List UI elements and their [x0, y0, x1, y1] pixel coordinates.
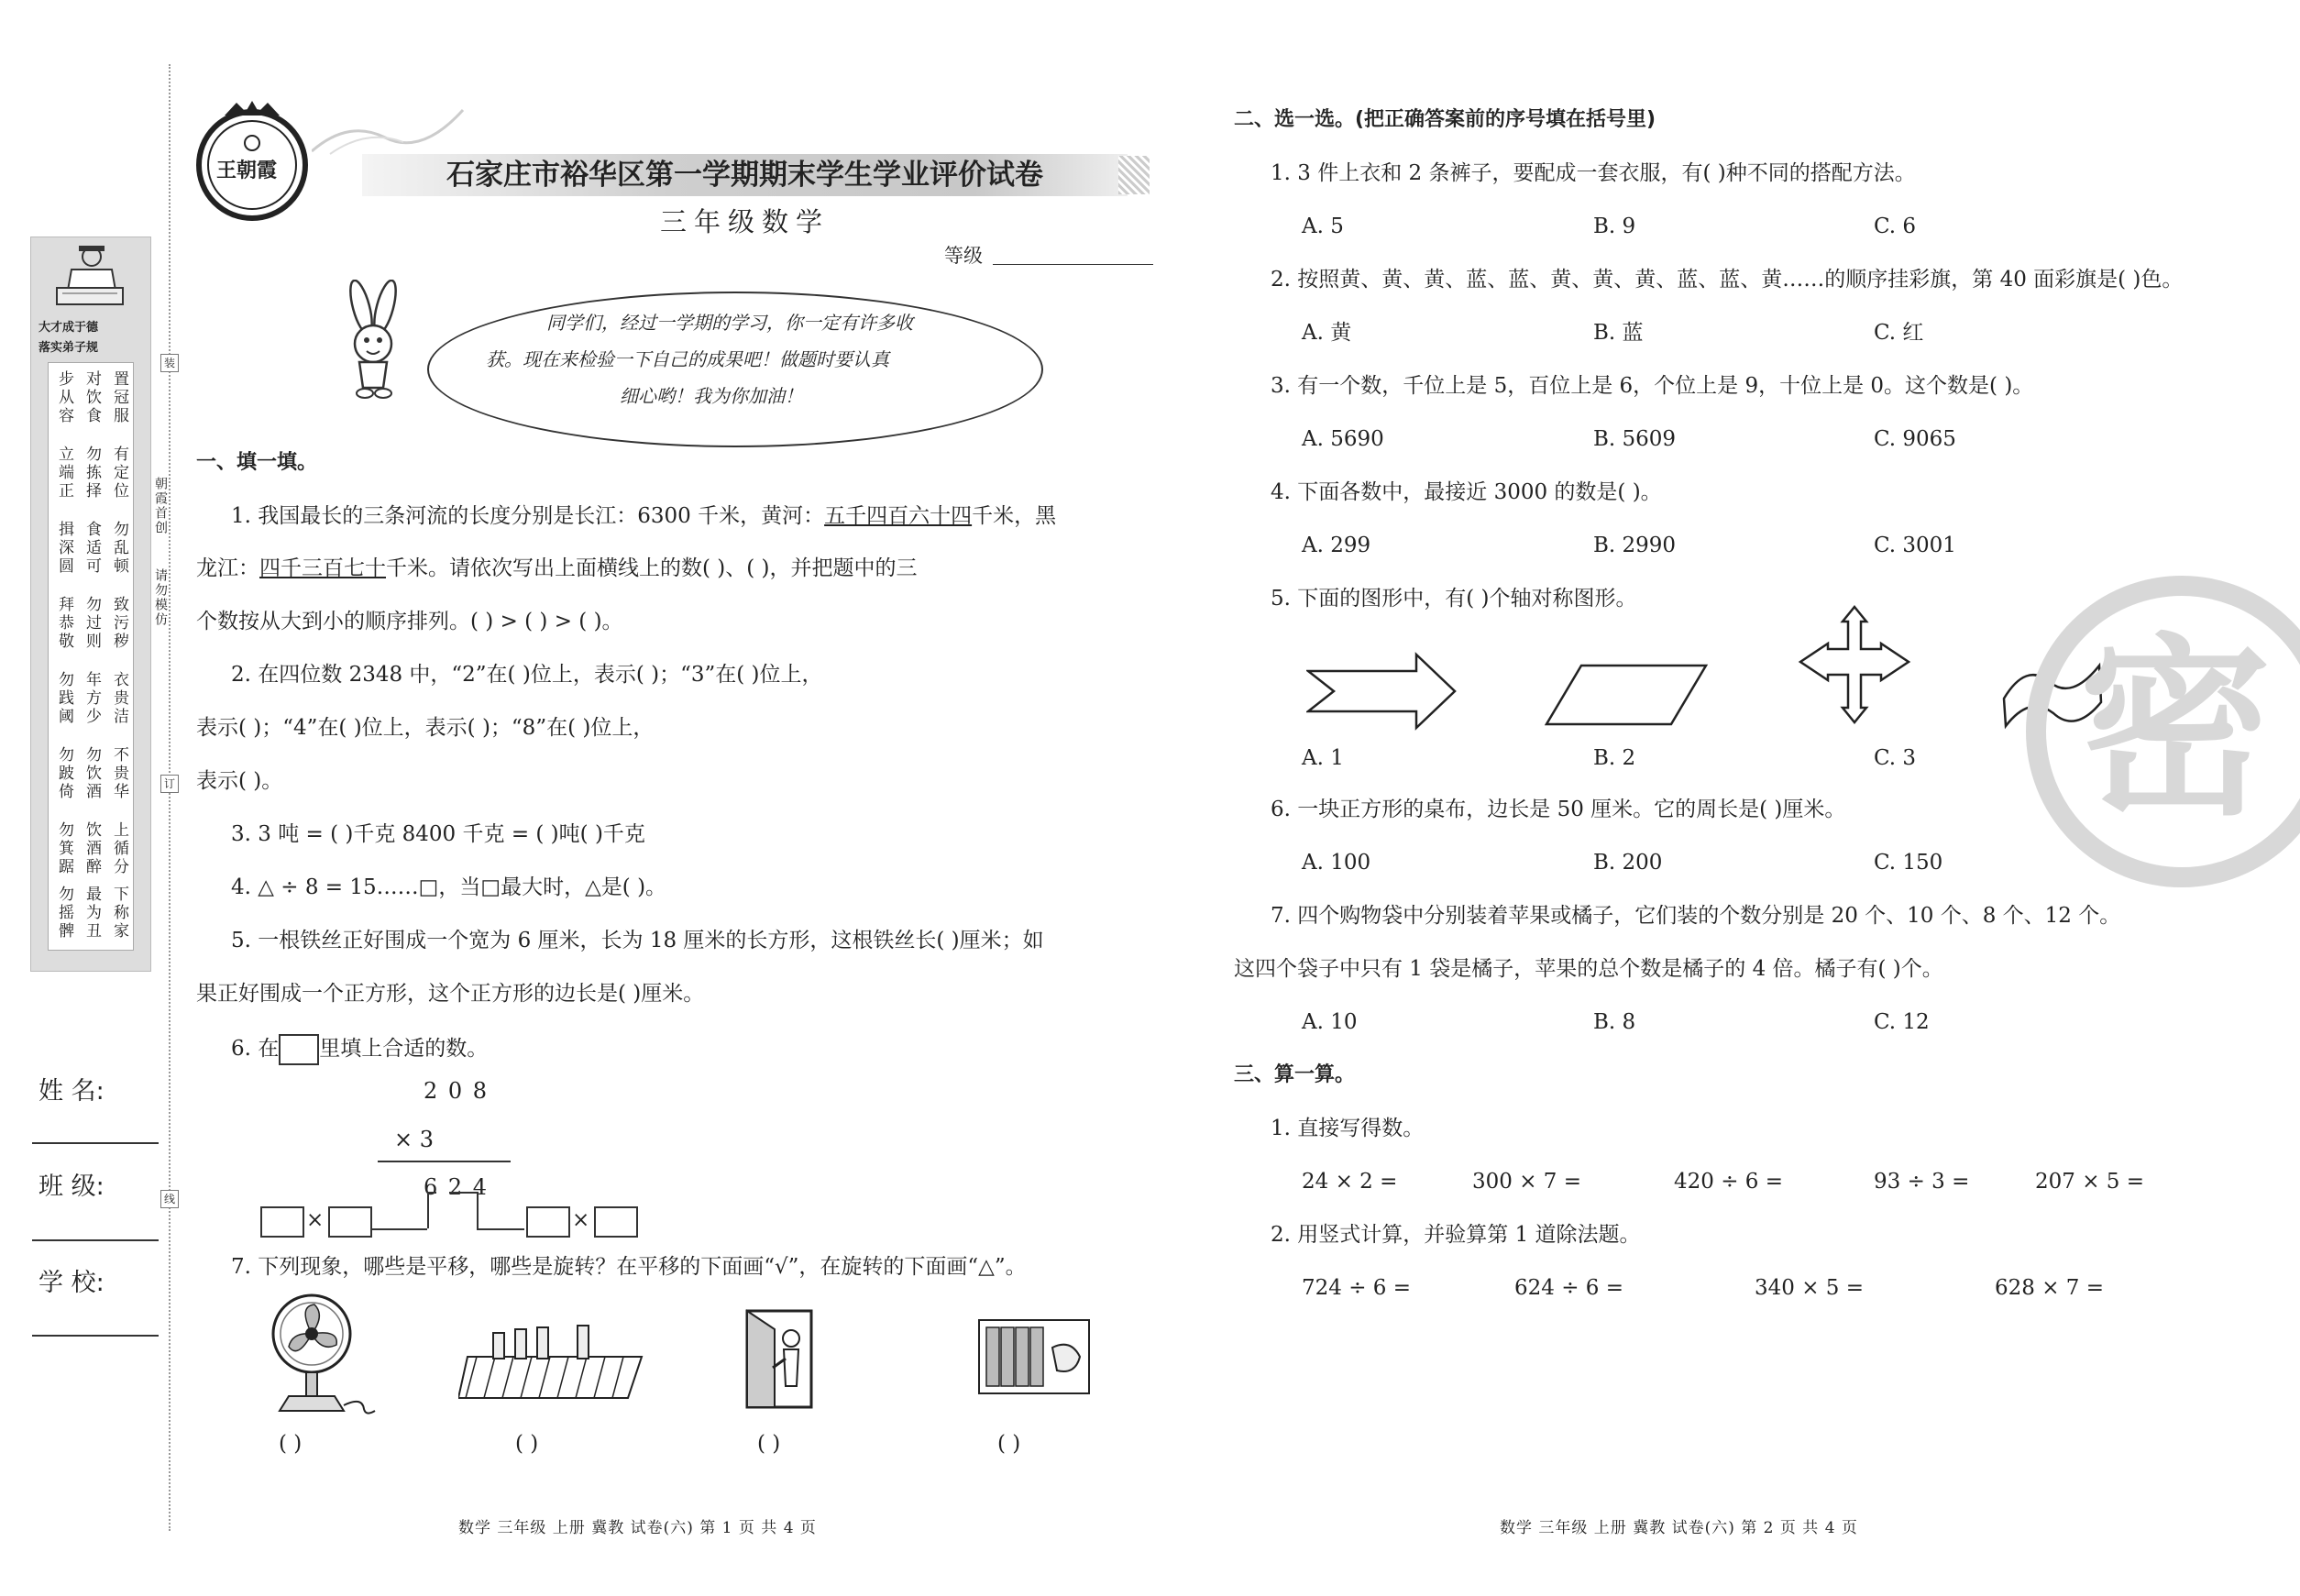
s3-q1-item-4: 93 ÷ 3 =	[1874, 1170, 1970, 1194]
s2-q7-stem: 7. 四个购物袋中分别装着苹果或橘子，它们装的个数分别是 20 个、10 个、8 个、12 个。	[1271, 904, 2121, 928]
grade-field[interactable]	[993, 264, 1153, 265]
binding-mark-2: 订	[160, 775, 179, 793]
binding-mark-3: 线	[160, 1190, 179, 1208]
q6-times-1: ×	[306, 1208, 325, 1232]
q7-answer-3[interactable]: ( )	[757, 1432, 781, 1456]
q6-connector	[477, 1228, 524, 1230]
s3-q1-title: 1. 直接写得数。	[1271, 1117, 1425, 1140]
s2-q1-option-a[interactable]: A. 5	[1302, 215, 1344, 238]
q6-multiplicand: 2 0 8	[424, 1078, 490, 1104]
s2-q3-option-c[interactable]: C. 9065	[1874, 427, 1956, 451]
q6-connector	[477, 1192, 479, 1228]
q6-box-3[interactable]	[526, 1206, 570, 1238]
q1-line3: 个数按从大到小的顺序排列。( ) > ( ) > ( )。	[196, 610, 623, 633]
s2-q6-option-c[interactable]: C. 150	[1874, 851, 1943, 875]
footer-right: 数学 三年级 上册 冀教 试卷(六) 第 2 页 共 4 页	[1500, 1519, 1858, 1537]
answer-box[interactable]	[279, 1034, 319, 1065]
q5-line2: 果正好围成一个正方形，这个正方形的边长是( )厘米。	[196, 982, 705, 1006]
school-field[interactable]	[32, 1335, 159, 1337]
s3-q2-item-4: 628 × 7 =	[1995, 1276, 2105, 1300]
electric-fan-icon	[261, 1288, 380, 1416]
note-chaoxia: 朝霞首创	[153, 477, 168, 535]
exam-subtitle: 三年级数学	[659, 206, 830, 237]
q2-line3: 表示( )。	[196, 769, 283, 793]
s3-q2-title: 2. 用竖式计算，并验算第 1 道除法题。	[1271, 1223, 1641, 1247]
q6-times-2: ×	[572, 1208, 590, 1232]
q6-connector	[370, 1228, 427, 1230]
s2-q5-option-a[interactable]: A. 1	[1302, 746, 1344, 770]
exam-title: 石家庄市裕华区第一学期期末学生学业评价试卷	[446, 159, 1043, 192]
s2-q7-option-a[interactable]: A. 10	[1302, 1010, 1358, 1034]
bubble-line-3: 细心哟！我为你加油！	[620, 385, 803, 407]
q3: 3. 3 吨 = ( )千克 8400 千克 = ( )吨( )千克	[231, 822, 645, 846]
s2-q7-option-c[interactable]: C. 12	[1874, 1010, 1930, 1034]
logo-name: 王朝霞	[216, 160, 278, 182]
q6-box-2[interactable]	[328, 1206, 372, 1238]
s2-q5-stem: 5. 下面的图形中，有( )个轴对称图形。	[1271, 587, 1637, 611]
section3-title: 三、算一算。	[1234, 1063, 1356, 1086]
s3-q1-item-3: 420 ÷ 6 =	[1674, 1170, 1784, 1194]
s3-q2-item-3: 340 × 5 =	[1755, 1276, 1865, 1300]
q7-answer-2[interactable]: ( )	[515, 1432, 539, 1456]
footer-left: 数学 三年级 上册 冀教 试卷(六) 第 1 页 共 4 页	[458, 1519, 817, 1537]
s2-q6-option-b[interactable]: B. 200	[1593, 851, 1663, 875]
scholar-icon	[44, 240, 136, 317]
s2-q4-option-a[interactable]: A. 299	[1302, 534, 1371, 557]
conveyor-bottles-icon	[458, 1320, 651, 1403]
s3-q2-item-1: 724 ÷ 6 =	[1302, 1276, 1412, 1300]
q7-answer-1[interactable]: ( )	[279, 1432, 303, 1456]
q6-connector	[427, 1192, 436, 1194]
s2-q5-option-b[interactable]: B. 2	[1593, 746, 1636, 770]
drawer-pull-icon	[970, 1311, 1098, 1403]
confidential-seal-char: 密	[2079, 617, 2272, 842]
q6-box-4[interactable]	[594, 1206, 638, 1238]
s3-q1-item-1: 24 × 2 =	[1302, 1170, 1398, 1194]
class-field[interactable]	[32, 1239, 159, 1241]
q1-line1: 1. 我国最长的三条河流的长度分别是长江：6300 千米，黄河：五千四百六十四千米，黑	[231, 504, 1057, 528]
name-label: 姓 名:	[39, 1077, 105, 1106]
motto-2: 落实弟子规	[39, 341, 99, 355]
q6-box-1[interactable]	[260, 1206, 304, 1238]
q2-line2: 表示( )；“4”在( )位上，表示( )；“8”在( )位上，	[196, 716, 655, 740]
binding-line	[169, 64, 171, 1531]
s2-q3-option-b[interactable]: B. 5609	[1593, 427, 1677, 451]
s2-q2-option-b[interactable]: B. 蓝	[1593, 321, 1644, 345]
s2-q4-option-c[interactable]: C. 3001	[1874, 534, 1956, 557]
s2-q2-stem: 2. 按照黄、黄、黄、蓝、蓝、黄、黄、黄、蓝、蓝、黄……的顺序挂彩旗，第 40 面彩旗是( )色。	[1271, 268, 2184, 292]
q6-rule	[378, 1161, 511, 1162]
dizigui-rules: 置冠服 对饮食 步从容 有定位 勿拣择 立端正 勿乱顿 食适可 揖深圆 致污秽 勿过则 拜恭敬 衣贵洁 年方少 勿践阈 不贵华 勿饮酒 勿跛倚 上循分 饮酒醉 勿箕踞 下称家 最为丑 勿摇髀	[48, 362, 134, 951]
revolving-door-icon	[738, 1302, 830, 1412]
motto-1: 大才成于德	[39, 321, 99, 335]
binding-mark-1: 装	[160, 354, 179, 372]
q5-line1: 5. 一根铁丝正好围成一个宽为 6 厘米，长为 18 厘米的长方形，这根铁丝长( )厘米；如	[231, 929, 1044, 952]
parallelogram-shape-icon	[1545, 662, 1710, 728]
s3-q1-item-5: 207 × 5 =	[2035, 1170, 2145, 1194]
rabbit-icon	[332, 280, 414, 403]
bubble-line-2: 获。现在来检验一下自己的成果吧！做题时要认真	[486, 348, 889, 370]
section2-title: 二、选一选。(把正确答案前的序号填在括号里)	[1234, 108, 1656, 131]
arrow-shape-icon	[1306, 651, 1462, 733]
name-field[interactable]	[32, 1142, 159, 1144]
bubble-line-1: 同学们，经过一学期的学习，你一定有许多收	[546, 312, 913, 334]
s2-q5-option-c[interactable]: C. 3	[1874, 746, 1917, 770]
s2-q7-stem-2: 这四个袋子中只有 1 袋是橘子，苹果的总个数是橘子的 4 倍。橘子有( )个。	[1234, 957, 1943, 981]
grade-label: 等级	[944, 245, 983, 267]
four-way-arrow-shape-icon	[1797, 605, 1912, 726]
s2-q1-option-c[interactable]: C. 6	[1874, 215, 1917, 238]
s2-q4-stem: 4. 下面各数中，最接近 3000 的数是( )。	[1271, 480, 1662, 504]
section1-title: 一、填一填。	[196, 451, 318, 474]
s2-q6-stem: 6. 一块正方形的桌布，边长是 50 厘米。它的周长是( )厘米。	[1271, 798, 1846, 821]
q1-line2: 龙江：四千三百七十千米。请依次写出上面横线上的数( )、( )，并把题中的三	[196, 556, 918, 580]
note-qingwu: 请勿模仿	[153, 568, 168, 627]
s2-q1-option-b[interactable]: B. 9	[1593, 215, 1636, 238]
s2-q7-option-b[interactable]: B. 8	[1593, 1010, 1636, 1034]
s3-q1-item-2: 300 × 7 =	[1472, 1170, 1582, 1194]
s2-q3-option-a[interactable]: A. 5690	[1302, 427, 1384, 451]
s2-q2-option-a[interactable]: A. 黄	[1302, 321, 1352, 345]
ribbon-decoration	[312, 101, 468, 156]
s2-q1-stem: 1. 3 件上衣和 2 条裤子，要配成一套衣服，有( )种不同的搭配方法。	[1271, 161, 1916, 185]
s2-q4-option-b[interactable]: B. 2990	[1593, 534, 1677, 557]
school-label: 学 校:	[39, 1269, 105, 1297]
q4: 4. △ ÷ 8 = 15……□，当□最大时，△是( )。	[231, 875, 667, 899]
q6-connector	[427, 1192, 429, 1228]
s2-q3-stem: 3. 有一个数，千位上是 5，百位上是 6，个位上是 9，十位上是 0。这个数是( )。	[1271, 374, 2034, 398]
q6-multiplier: × 3	[394, 1127, 435, 1152]
s2-q2-option-c[interactable]: C. 红	[1874, 321, 1924, 345]
q6-stem: 6. 在 里填上合适的数。	[231, 1034, 488, 1065]
q7-stem: 7. 下列现象，哪些是平移，哪些是旋转？在平移的下面画“√”，在旋转的下面画“△”。	[231, 1255, 1027, 1279]
class-label: 班 级:	[39, 1172, 105, 1201]
s2-q6-option-a[interactable]: A. 100	[1302, 851, 1371, 875]
q2-line1: 2. 在四位数 2348 中，“2”在( )位上，表示( )；“3”在( )位上，	[231, 663, 823, 687]
s3-q2-item-2: 624 ÷ 6 =	[1514, 1276, 1624, 1300]
q7-answer-4[interactable]: ( )	[997, 1432, 1021, 1456]
q6-connector	[449, 1192, 477, 1194]
q6-product: 6 2 4	[424, 1174, 490, 1200]
